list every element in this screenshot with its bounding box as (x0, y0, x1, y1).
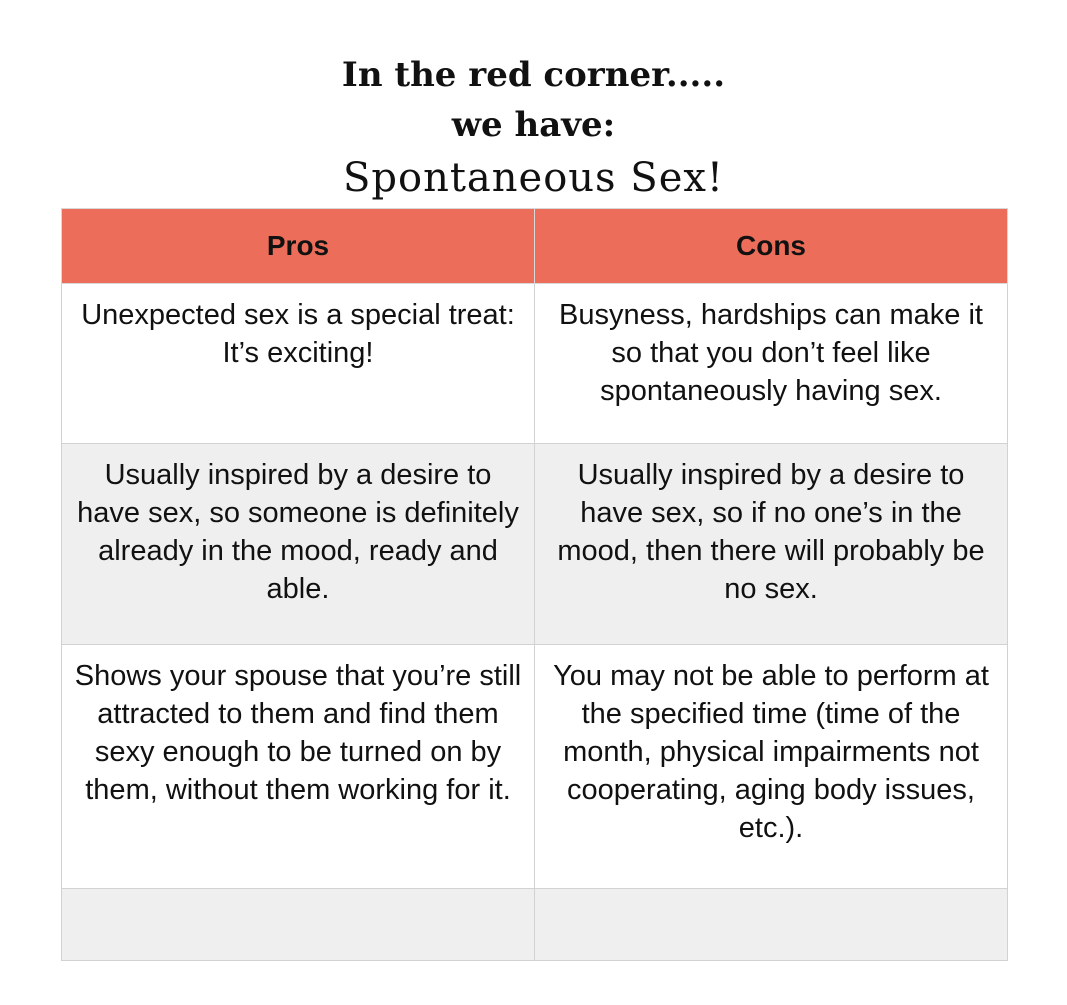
table-row (62, 444, 1008, 645)
con-cell: Usually inspired by a desire to have sex, so if no one’s in the mood, then there will probably be no sex. (535, 444, 1008, 645)
pro-cell-empty (62, 889, 535, 961)
table-row-empty (62, 889, 1008, 961)
con-cell: You may not be able to perform at the specified time (time of the month, physical impairments not cooperating, aging body issues, etc.). (535, 645, 1008, 889)
title-line-2: we have: (451, 105, 616, 145)
con-cell-empty (535, 889, 1008, 961)
page-title: Spontaneous Sex! (343, 155, 724, 201)
pro-cell: Shows your spouse that you’re still attracted to them and find them sexy enough to be turned on by them, without them working for it. (62, 645, 535, 889)
table-row (62, 284, 1008, 444)
title-line-1: In the red corner..... (341, 55, 726, 95)
cons-header: Cons (535, 209, 1008, 284)
pro-cell: Usually inspired by a desire to have sex, so someone is definitely already in the mood, ready and able. (62, 444, 535, 645)
pro-cell: Unexpected sex is a special treat: It’s exciting! (62, 284, 535, 444)
pros-cons-table (61, 208, 1008, 961)
pros-header: Pros (62, 209, 535, 284)
table-header-row (62, 209, 1008, 284)
title-block (0, 50, 1067, 206)
table-row (62, 645, 1008, 889)
con-cell: Busyness, hardships can make it so that you don’t feel like spontaneously having sex. (535, 284, 1008, 444)
